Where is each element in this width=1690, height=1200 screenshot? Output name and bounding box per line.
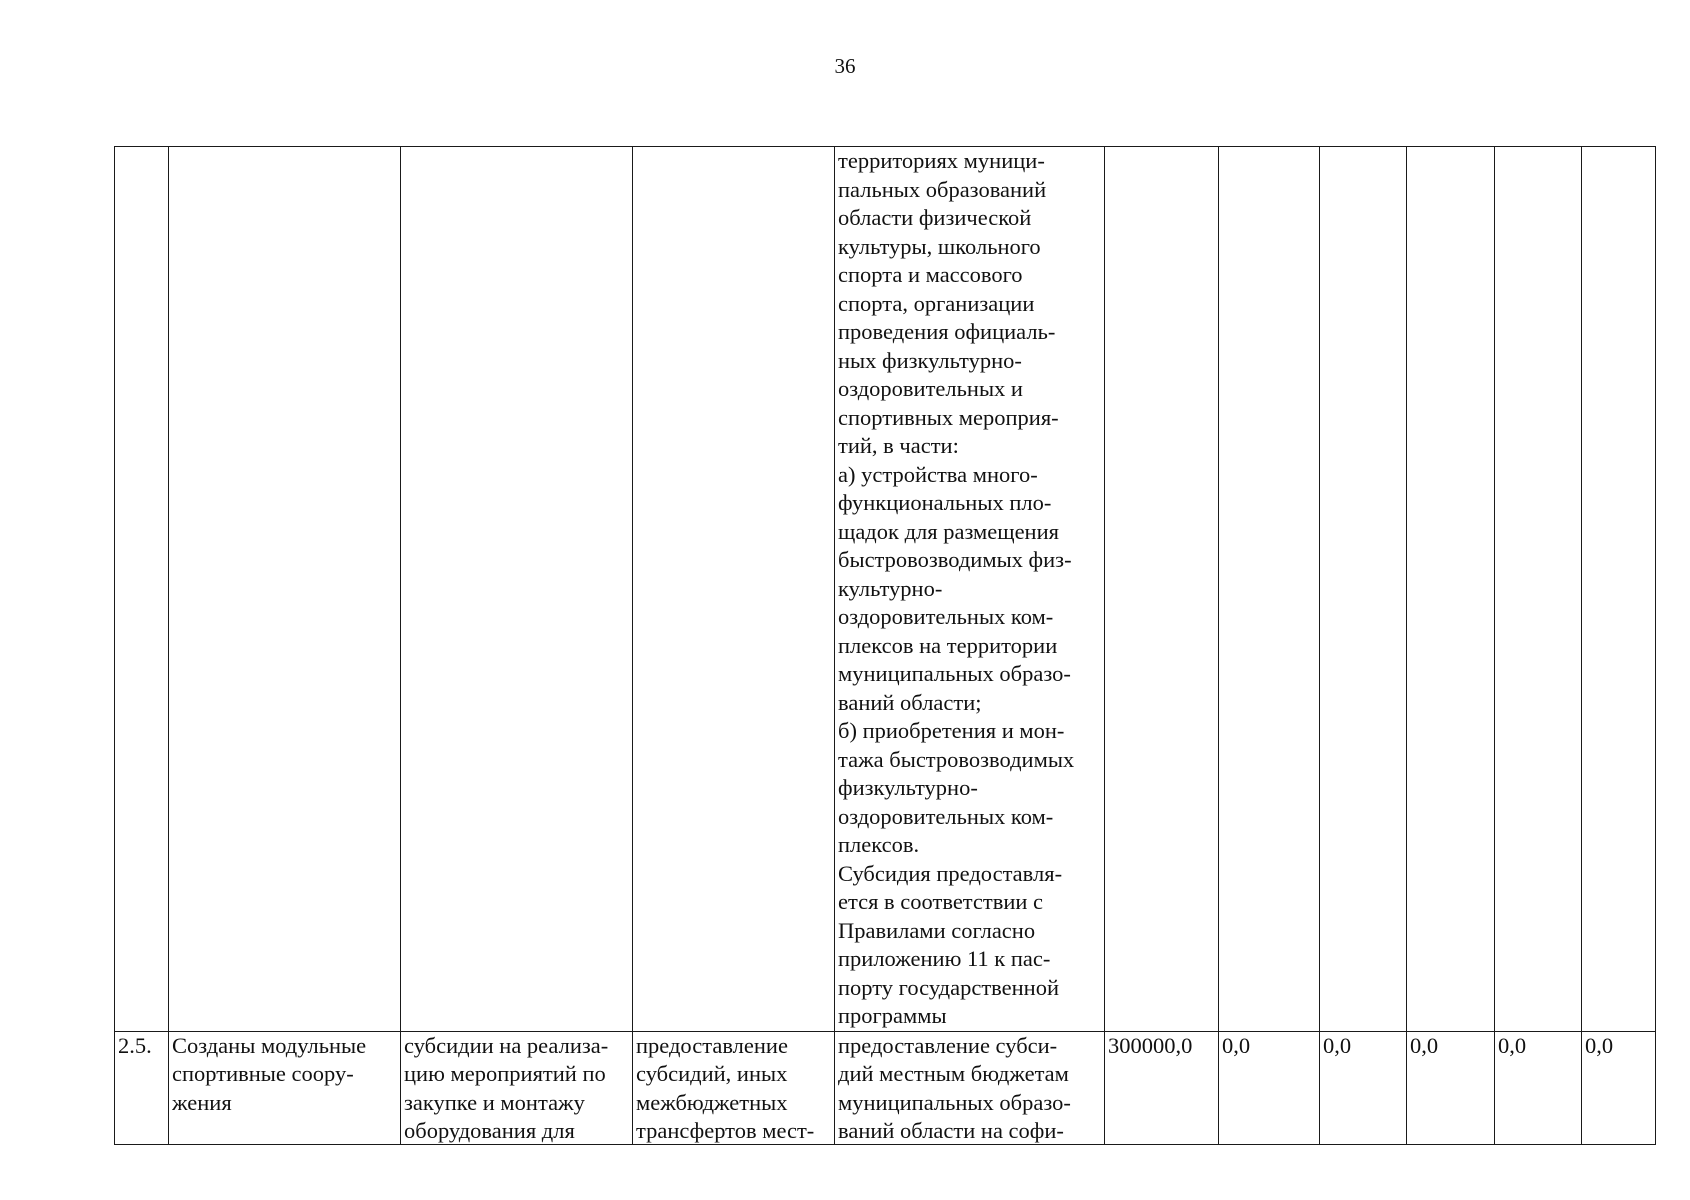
cell-amount-1 <box>1219 147 1320 1032</box>
description-continuation-text: территориях муници- пальных образований области физической культуры, школьного спорта и массового спорта, организации проведения официаль- ных физкультурно- оздоровительных и спортивных мероприя- тий, в части: а) устройства много- функциональных пло- щадок для размещения быстровозводимых физ- культурно- оздоровительных ком- плексов на территории муниципальных образо- ваний области; б) приобретения и мон- тажа быстровозводимых физкультурно- оздоровительных ком- плексов. Субсидия предоставля- ется в соответствии с Правилами согласно приложению 11 к пас- порту государственной программы <box>838 148 1075 1028</box>
cell-amount-4: 0,0 <box>1495 1031 1582 1144</box>
cell-amount-4 <box>1495 147 1582 1032</box>
cell-purpose <box>401 147 633 1032</box>
cell-amount-3: 0,0 <box>1407 1031 1495 1144</box>
cell-amount-total: 300000,0 <box>1105 1031 1219 1144</box>
cell-result-name <box>169 147 401 1032</box>
table-row-continuation <box>115 147 1656 1032</box>
cell-purpose: субсидии на реализа- цию мероприятий по закупке и монтажу оборудования для <box>401 1031 633 1144</box>
cell-description: предоставление субси- дий местным бюджетам муниципальных образо- ваний области на софи- <box>835 1031 1105 1144</box>
cell-mechanism: предоставление субсидий, иных межбюджетных трансфертов мест- <box>633 1031 835 1144</box>
cell-amount-total <box>1105 147 1219 1032</box>
program-measures-table <box>114 146 1656 1145</box>
cell-result-name: Созданы модульные спортивные соору- жения <box>169 1031 401 1144</box>
cell-amount-3 <box>1407 147 1495 1032</box>
cell-number <box>115 147 169 1032</box>
page-number: 36 <box>834 54 856 78</box>
cell-amount-5: 0,0 <box>1582 1031 1656 1144</box>
cell-amount-5 <box>1582 147 1656 1032</box>
table-row-2-5 <box>115 1031 1656 1144</box>
cell-amount-2: 0,0 <box>1320 1031 1407 1144</box>
cell-number: 2.5. <box>115 1031 169 1144</box>
cell-amount-2 <box>1320 147 1407 1032</box>
cell-mechanism <box>633 147 835 1032</box>
cell-amount-1: 0,0 <box>1219 1031 1320 1144</box>
cell-description <box>835 147 1105 1032</box>
